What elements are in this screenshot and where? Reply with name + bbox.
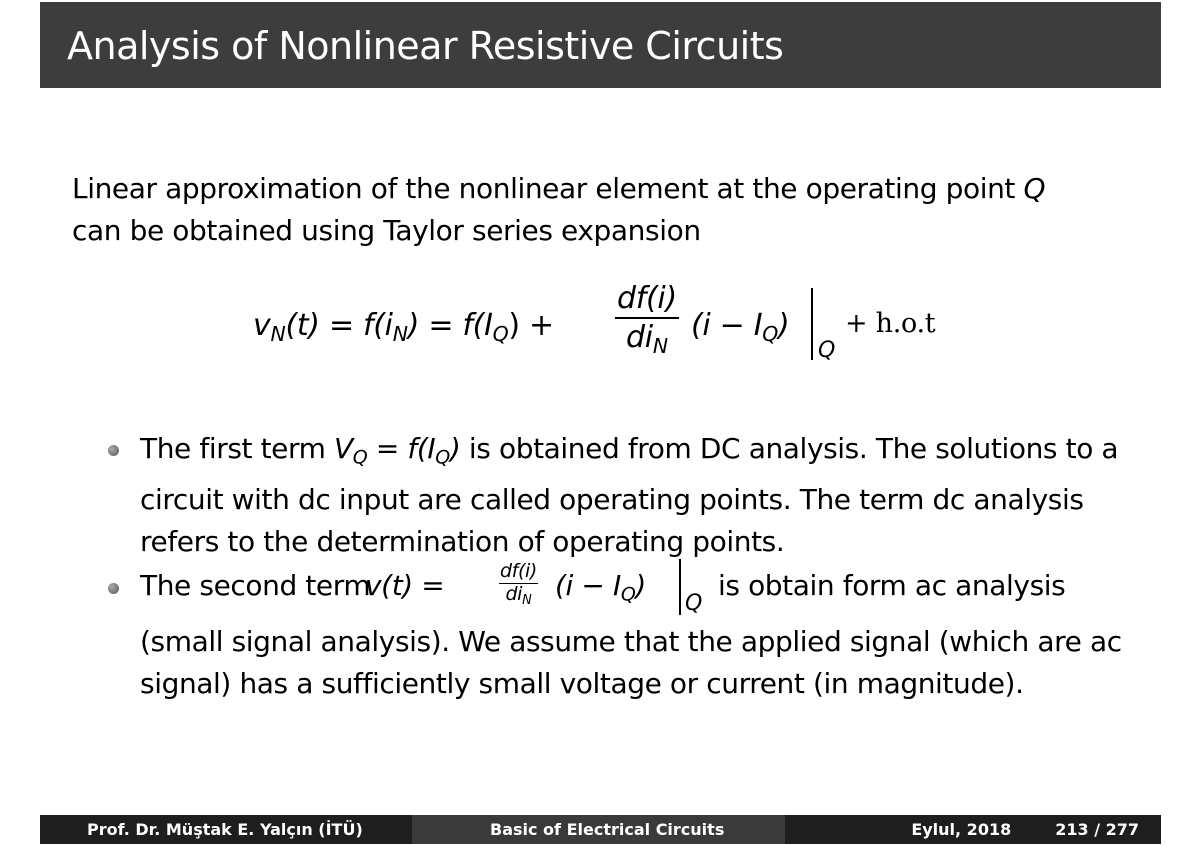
- bullet-1-math-isub: Q: [435, 446, 450, 469]
- bullet-2-paren-end: ): [635, 568, 646, 602]
- footer-right: [785, 815, 1161, 844]
- equation-v-sub: N: [270, 322, 286, 347]
- footer-date: Eylul, 2018: [911, 820, 1012, 839]
- equation-frac-denominator: [626, 319, 668, 358]
- footer-page-number: 213 / 277: [1055, 820, 1139, 839]
- equation-hot: + h.o.t: [845, 308, 936, 339]
- bullet-1-math: [334, 432, 461, 469]
- equation-paren: [691, 308, 789, 346]
- equation-i-sub: N: [392, 322, 408, 347]
- bullet-item-1: [100, 428, 1130, 563]
- intro-line-2: can be obtained using Taylor series expansion: [72, 214, 701, 247]
- bullet-1-math-v: V: [334, 432, 353, 465]
- bullet-2-paren-sub: Q: [620, 583, 636, 606]
- bullet-2-paren-text: (i − I: [555, 568, 621, 602]
- bullet-2-math-v: v(t) =: [365, 568, 445, 602]
- bullet-2-rest: (small signal analysis). We assume that the applied signal (which are ac signal) has a sufficiently small voltage or current (in magnitude).: [140, 624, 1122, 700]
- bullet-2-fraction: [499, 561, 538, 608]
- bullet-2-evaluation-bar: [679, 559, 681, 615]
- intro-line-1-text: Linear approximation of the nonlinear element at the operating point: [72, 172, 1024, 205]
- intro-paragraph: [72, 168, 1132, 252]
- equation-frac-den-sub: N: [652, 334, 668, 359]
- equation-frac-numerator: df(i): [615, 282, 679, 319]
- bullet-1-pre: The first term: [140, 432, 334, 465]
- bullet-item-2: [100, 559, 1130, 705]
- equation-mid: ) = f(I: [407, 308, 493, 343]
- equation-eval-at: Q: [818, 338, 836, 363]
- intro-operating-point-var: Q: [1023, 172, 1046, 205]
- slide-title: Analysis of Nonlinear Resistive Circuits: [67, 24, 784, 68]
- equation-plus: ) +: [508, 308, 554, 343]
- bullet-2-line-1: [140, 559, 1130, 635]
- bullet-2-paren: [555, 565, 646, 616]
- bullet-2-frac-den: [506, 584, 532, 608]
- footer-course: Basic of Electrical Circuits: [412, 815, 785, 844]
- bullet-2-pre: The second term: [140, 568, 371, 602]
- bullet-2-frac-num: df(i): [500, 559, 537, 582]
- bullet-1-post: is obtained from DC analysis. The solutions to a circuit with dc input are called operating points. The term dc analysis refers to the determination of operating points.: [140, 432, 1119, 558]
- bullet-1-math-vsub: Q: [352, 446, 368, 469]
- equation-paren-sub: Q: [762, 322, 779, 347]
- bullet-1-math-end: ): [449, 432, 461, 465]
- equation-frac-den-d: di: [626, 320, 653, 355]
- equation-paren-end: ): [778, 308, 790, 343]
- bullet-2-frac-den-sub: N: [522, 592, 532, 608]
- bullet-list: [100, 428, 1130, 705]
- taylor-equation: [253, 281, 973, 370]
- equation-fraction: [615, 282, 679, 358]
- equation-paren-text: (i − I: [691, 308, 763, 343]
- slide-title-bar: [40, 2, 1161, 88]
- bullet-1-math-eq: = f(I: [367, 432, 436, 465]
- footer-bar: [40, 815, 1161, 844]
- equation-v: v: [253, 308, 271, 343]
- intro-line-1: [72, 168, 1132, 210]
- bullet-2-icon: [108, 583, 119, 594]
- bullet-2-post: is obtain form ac analysis: [718, 568, 1066, 602]
- bullet-2-frac-den-d: di: [505, 582, 523, 605]
- equation-lhs-rest: (t) = f(i: [285, 308, 393, 343]
- equation-IQ-sub: Q: [492, 322, 509, 347]
- bullet-1-icon: [108, 445, 119, 456]
- equation-lhs: [253, 308, 554, 346]
- equation-evaluation-bar: [811, 288, 813, 360]
- footer-author: Prof. Dr. Müştak E. Yalçın (İTÜ): [40, 815, 412, 844]
- bullet-2-eval-at: Q: [685, 590, 702, 616]
